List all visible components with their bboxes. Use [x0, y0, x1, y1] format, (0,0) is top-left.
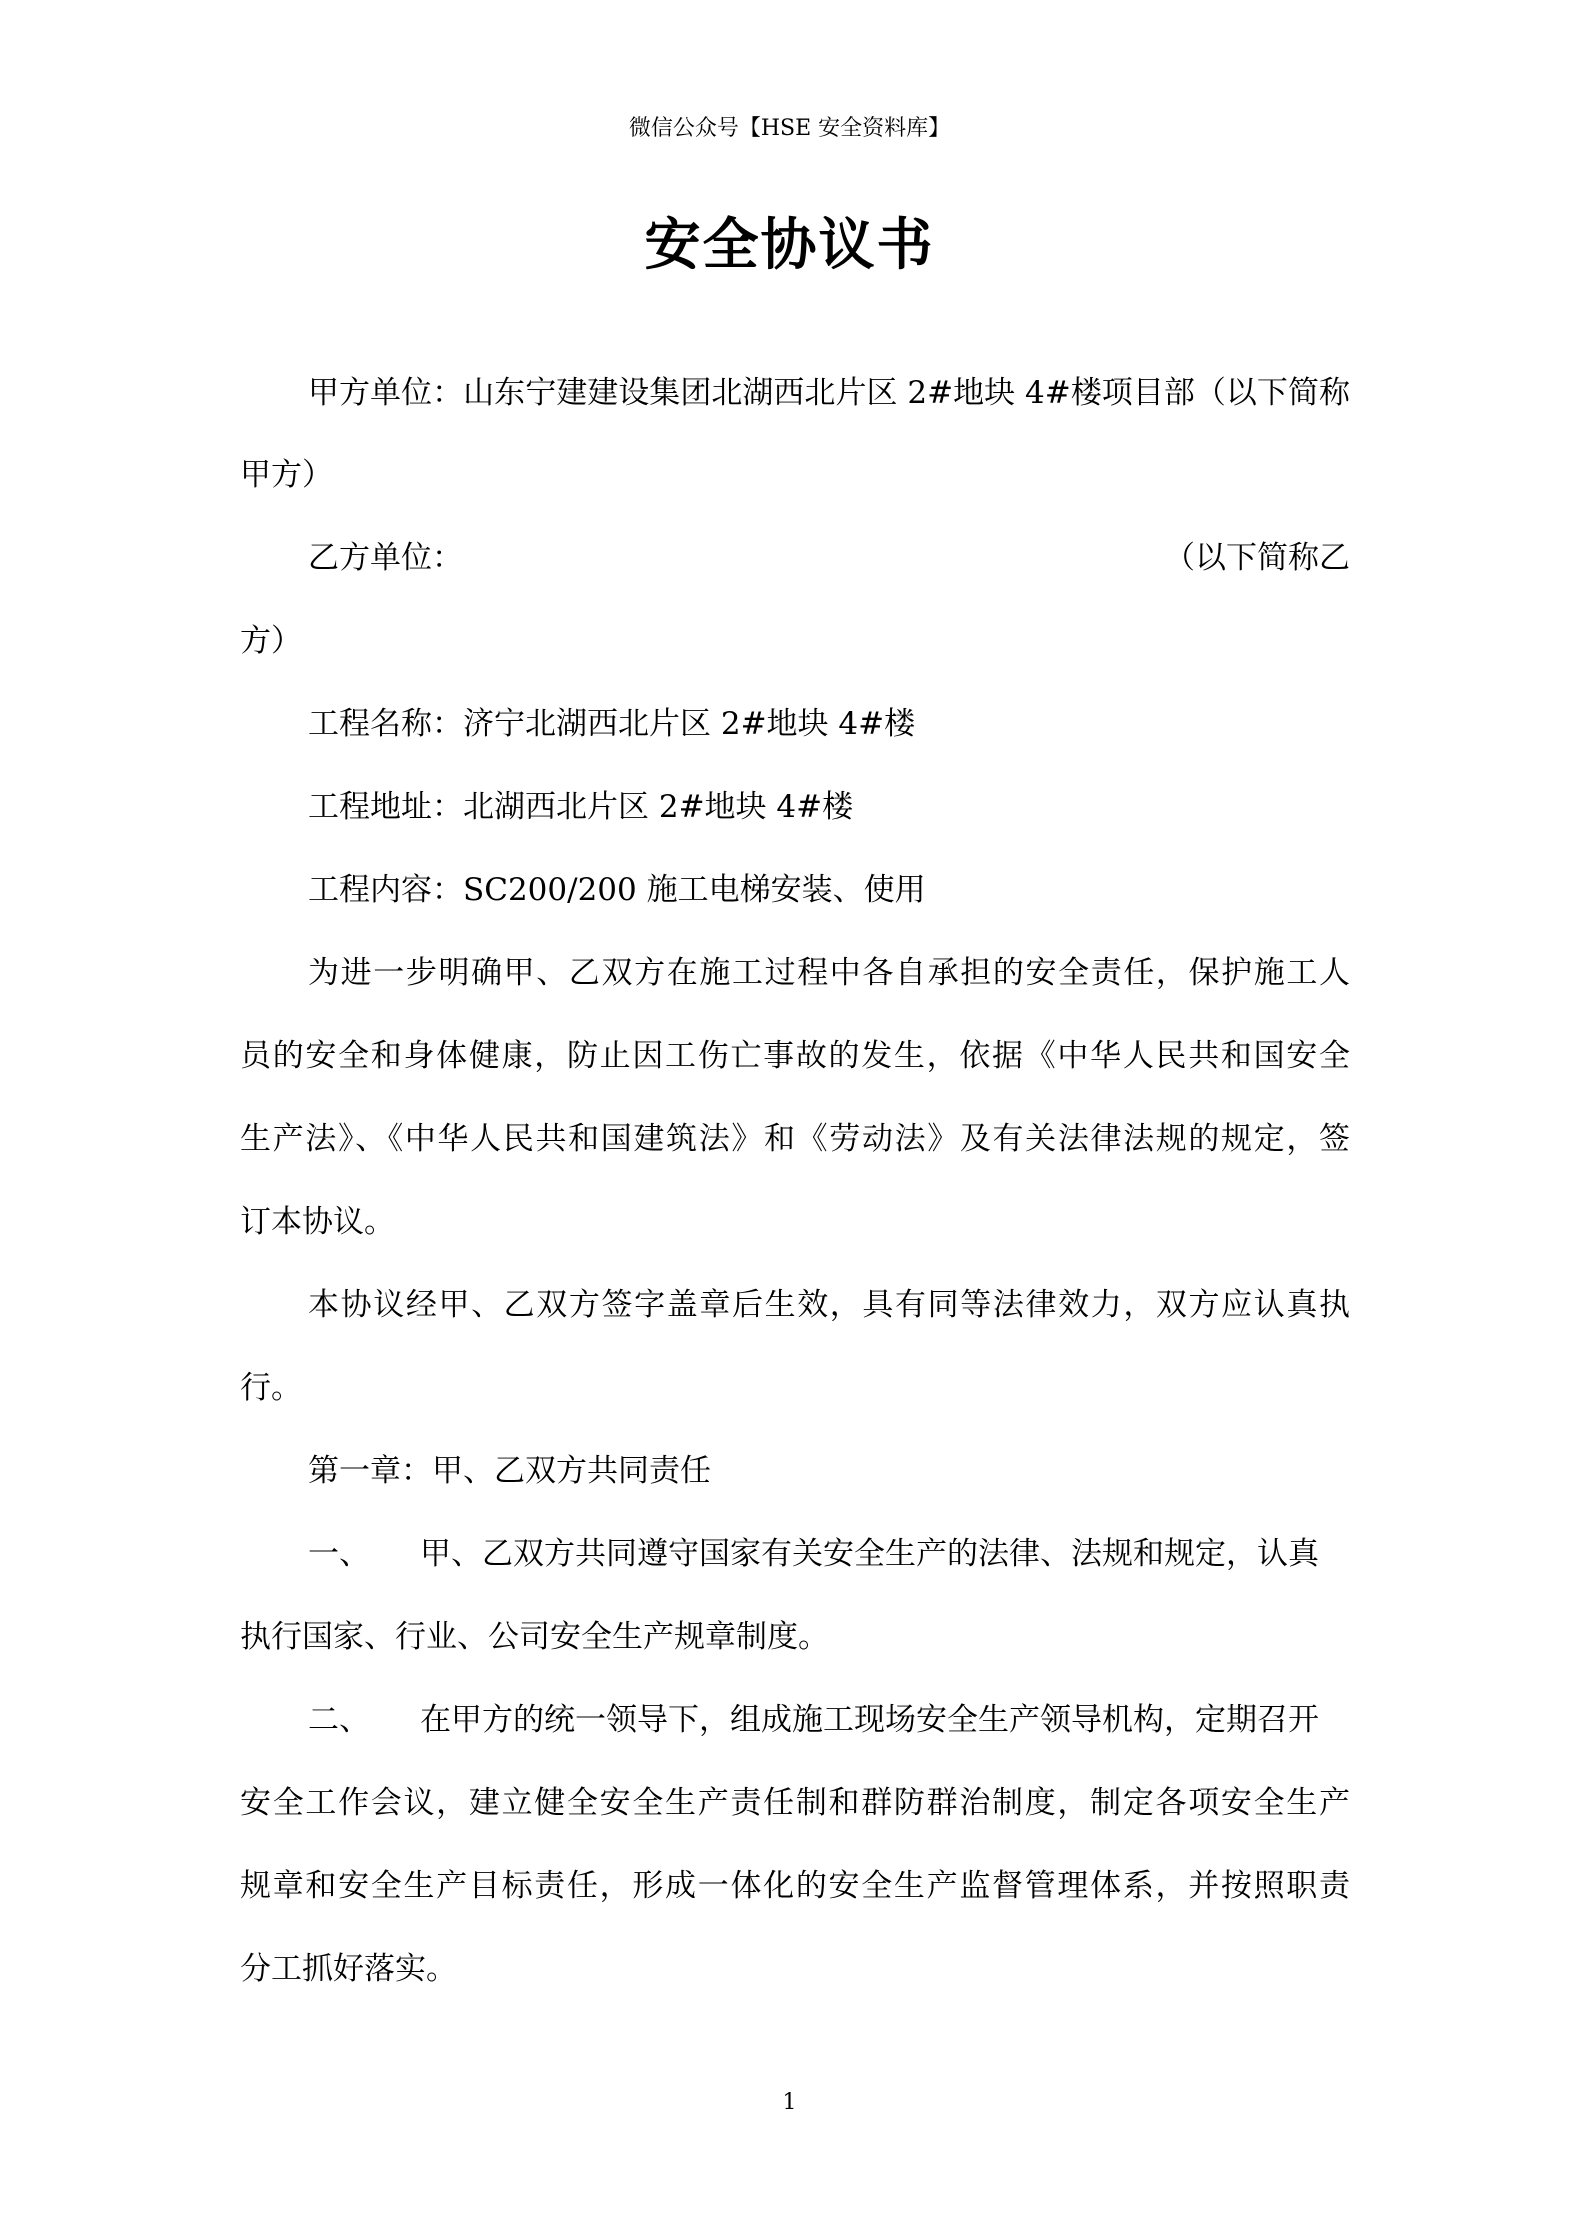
clause-two-line-1 [308, 1700, 1350, 1740]
clause-one-line-1 [308, 1534, 1350, 1574]
clause-one-number: 一、 [308, 1536, 370, 1572]
page-number: 1 [782, 2090, 797, 2115]
clause-one-line-2: 执行国家、行业、公司安全生产规章制度。 [240, 1619, 829, 1655]
clause-two-text-1: 在甲方的统一领导下，组成施工现场安全生产领导机构，定期召开 [420, 1702, 1319, 1738]
party-b-label: 乙方单位： [308, 540, 463, 576]
party-b-line-2: 方） [240, 623, 302, 659]
party-a-line-1: 甲方单位：山东宁建建设集团北湖西北片区 2#地块 4#楼项目部（以下简称 [308, 375, 1350, 411]
purpose-paragraph-line-3: 生产法》、《中华人民共和国建筑法》和《劳动法》及有关法律法规的规定，签 [240, 1121, 1350, 1157]
document-title: 安全协议书 [644, 212, 935, 278]
header-note: 微信公众号【HSE 安全资料库】 [628, 116, 951, 141]
project-content: 工程内容：SC200/200 施工电梯安装、使用 [308, 872, 926, 908]
clause-two-number: 二、 [308, 1702, 370, 1738]
project-address: 工程地址：北湖西北片区 2#地块 4#楼 [308, 789, 854, 825]
clause-two-line-3: 规章和安全生产目标责任，形成一体化的安全生产监督管理体系，并按照职责 [240, 1868, 1350, 1904]
project-name: 工程名称：济宁北湖西北片区 2#地块 4#楼 [308, 706, 916, 742]
party-b-line-1 [308, 538, 1350, 578]
purpose-paragraph-line-1: 为进一步明确甲、乙双方在施工过程中各自承担的安全责任，保护施工人 [308, 955, 1350, 991]
clause-two-line-4: 分工抓好落实。 [240, 1951, 457, 1987]
party-a-line-2: 甲方） [240, 457, 333, 493]
clause-two-line-2: 安全工作会议，建立健全安全生产责任制和群防群治制度，制定各项安全生产 [240, 1785, 1350, 1821]
purpose-paragraph-line-2: 员的安全和身体健康，防止因工伤亡事故的发生，依据《中华人民共和国安全 [240, 1038, 1350, 1074]
clause-one-text-1: 甲、乙双方共同遵守国家有关安全生产的法律、法规和规定，认真 [420, 1536, 1319, 1572]
party-b-suffix: （以下简称乙 [1164, 540, 1350, 576]
purpose-paragraph-line-4: 订本协议。 [240, 1204, 395, 1240]
chapter-one-title: 第一章：甲、乙双方共同责任 [308, 1453, 711, 1489]
validity-paragraph-line-2: 行。 [240, 1370, 302, 1406]
validity-paragraph-line-1: 本协议经甲、乙双方签字盖章后生效，具有同等法律效力，双方应认真执 [308, 1287, 1350, 1323]
